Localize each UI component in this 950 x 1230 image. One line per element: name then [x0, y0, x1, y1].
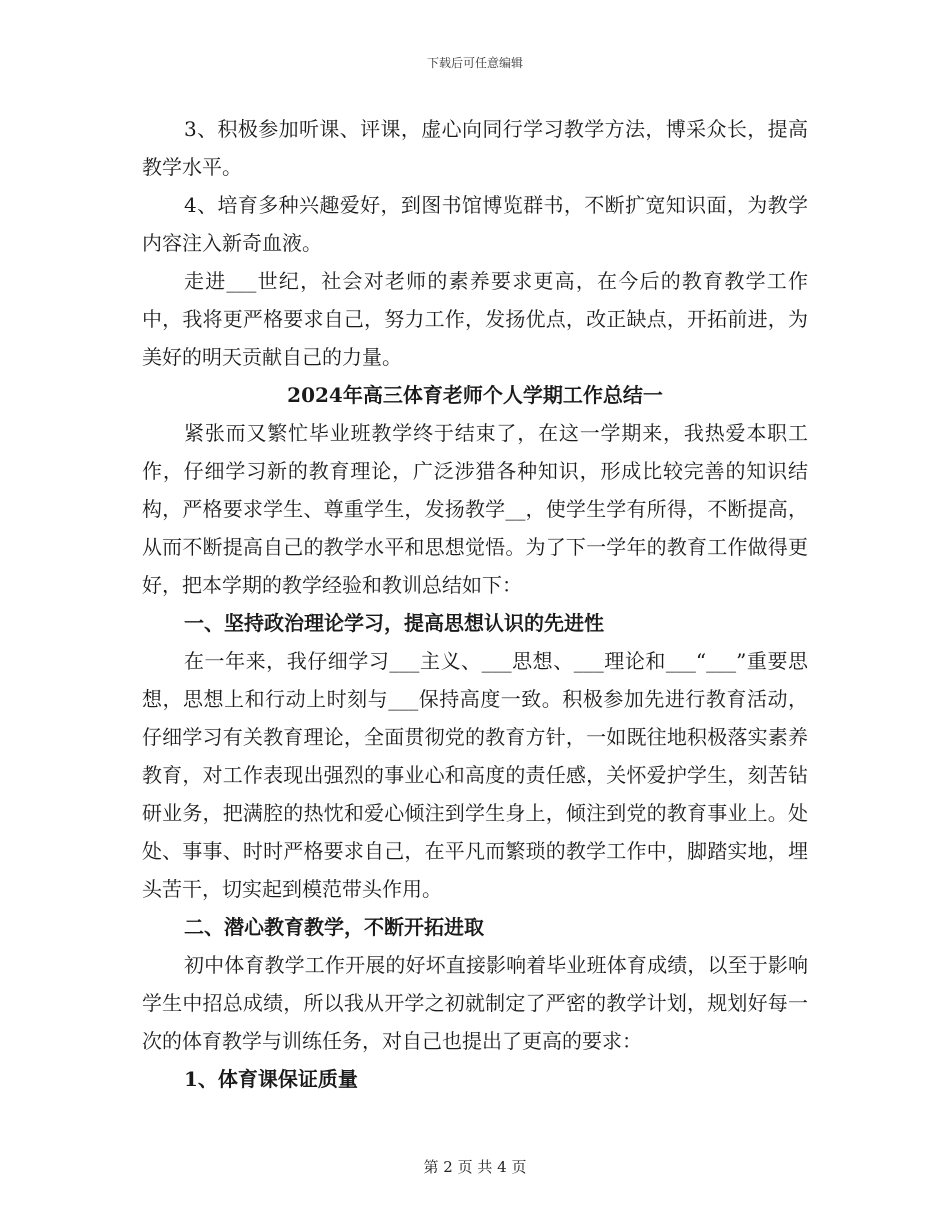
- paragraph-politics: 在一年来，我仔细学习___主义、___思想、___理论和___“___”重要思想，思想上和行动上时刻与___保持高度一致。积极参加先进行教育活动，仔细学习有关教育理论，全面贯彻党的教育方针，一如既往地积极落实素养教育，对工作表现出强烈的事业心和高度的责任感，关怀爱护学生，刻苦钻研业务，把满腔的热忱和爱心倾注到学生身上，倾注到党的教育事业上。处处、事事、时时严格要求自己，在平凡而繁琐的教学工作中，脚踏实地，埋头苦干，切实起到模范带头作用。: [142, 649, 808, 901]
- paragraph-intro: 紧张而又繁忙毕业班教学终于结束了，在这一学期来，我热爱本职工作，仔细学习新的教育理论，广泛涉猎各种知识，形成比较完善的知识结构，严格要求学生、尊重学生，发扬教学__，使学生学有所得，不断提高，从而不断提高自己的教学水平和思想觉悟。为了下一学年的教育工作做得更好，把本学期的教学经验和教训总结如下：: [142, 421, 808, 597]
- paragraph-item-3: 3、积极参加听课、评课，虚心向同行学习教学方法，博采众长，提高教学水平。: [142, 117, 808, 179]
- paragraph-teaching: 初中体育教学工作开展的好坏直接影响着毕业班体育成绩，以至于影响学生中招总成绩，所以我从开学之初就制定了严密的教学计划，规划好每一次的体育教学与训练任务，对自己也提出了更高的要求：: [142, 953, 808, 1053]
- heading-politics: 一、坚持政治理论学习，提高思想认识的先进性: [184, 611, 604, 635]
- page-header: 下载后可任意编辑: [426, 56, 523, 70]
- page-footer: 第 2 页 共 4 页: [423, 1158, 527, 1176]
- section-title: 2024年高三体育老师个人学期工作总结一: [287, 383, 663, 407]
- document-body: [142, 110, 808, 1098]
- heading-pe-quality: 1、体育课保证质量: [184, 1067, 358, 1091]
- paragraph-conclusion: 走进___世纪，社会对老师的素养要求更高，在今后的教育教学工作中，我将更严格要求自己，努力工作，发扬优点，改正缺点，开拓前进，为美好的明天贡献自己的力量。: [142, 269, 808, 369]
- paragraph-item-4: 4、培育多种兴趣爱好，到图书馆博览群书，不断扩宽知识面，为教学内容注入新奇血液。: [142, 193, 808, 255]
- heading-teaching: 二、潜心教育教学，不断开拓进取: [184, 915, 484, 939]
